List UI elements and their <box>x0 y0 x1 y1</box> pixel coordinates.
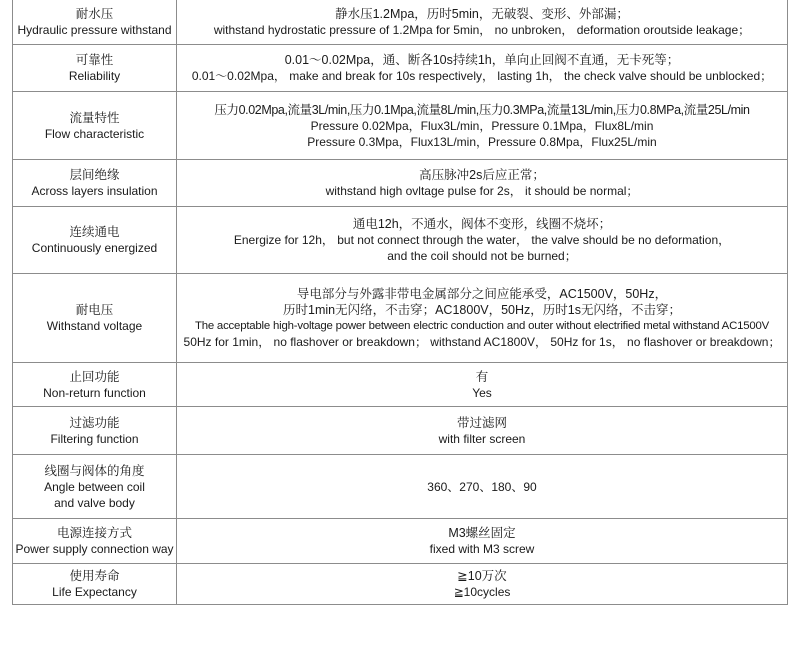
value-line: withstand hydrostatic pressure of 1.2Mpa for 5min， no unbroken， deformation oroutside leakage； <box>213 23 751 37</box>
row-label-en: Continuously energized <box>31 241 158 255</box>
value-line: 有 <box>475 369 489 384</box>
row-label-cell <box>13 92 177 160</box>
row-label-cell <box>13 455 177 519</box>
row-label-cn: 止回功能 <box>69 369 120 384</box>
value-line: 高压脉冲2s后应正常； <box>419 168 545 182</box>
table-row <box>13 363 788 407</box>
row-label-en: Non-return function <box>43 385 146 400</box>
value-line: 0.01～0.02Mpa，通、断各10s持续1h，单向止回阀不直通，无卡死等； <box>284 53 680 67</box>
row-label-cn: 层间绝缘 <box>69 168 120 182</box>
table-row <box>13 407 788 455</box>
row-value-cell <box>177 519 788 564</box>
value-line: 0.01～0.02Mpa， make and break for 10s respectively， lasting 1h， the check valve should be unblocked； <box>191 69 773 83</box>
row-label-en: Flow characteristic <box>44 126 145 141</box>
row-label-cn: 连续通电 <box>69 225 120 239</box>
row-label-cn: 耐电压 <box>75 303 114 317</box>
row-label-cell <box>13 207 177 274</box>
value-line: 通电12h，不通水，阀体不变形，线圈不烧坏； <box>352 217 612 231</box>
table-row <box>13 519 788 564</box>
row-label-en: Hydraulic pressure withstand <box>17 23 172 37</box>
value-line: withstand high ovltage pulse for 2s， it should be normal； <box>325 184 639 198</box>
value-line: The acceptable high-voltage power between electric conduction and outer without electrified metal withstand AC1500V <box>194 320 770 332</box>
row-label-cell <box>13 160 177 207</box>
row-label-cell <box>13 274 177 363</box>
table-row <box>13 45 788 92</box>
row-value-cell <box>177 455 788 519</box>
row-label-cell <box>13 45 177 92</box>
table-row <box>13 274 788 363</box>
row-value-cell <box>177 407 788 455</box>
row-value-cell <box>177 564 788 605</box>
row-label-en: Reliability <box>68 69 121 83</box>
row-value-cell <box>177 160 788 207</box>
table-row <box>13 207 788 274</box>
value-line: 360、270、180、90 <box>427 479 537 494</box>
row-label-en: Withstand voltage <box>46 319 143 333</box>
table-row <box>13 455 788 519</box>
value-line: 50Hz for 1min， no flashover or breakdown； withstand AC1800V， 50Hz for 1s， no flashover or breakdown； <box>183 335 781 349</box>
row-label-cn: 过滤功能 <box>69 415 120 430</box>
value-line: and the coil should not be burned； <box>387 249 577 263</box>
row-label-en: Angle between coil <box>44 479 145 494</box>
row-label-cell <box>13 407 177 455</box>
row-label-cell <box>13 0 177 45</box>
value-line: fixed with M3 screw <box>429 542 535 556</box>
value-line: with filter screen <box>438 431 526 446</box>
row-value-cell <box>177 45 788 92</box>
value-line: 压力0.02Mpa,流量3L/min,压力0.1Mpa,流量8L/min,压力0.3MPa,流量13L/min,压力0.8MPa,流量25L/min <box>214 102 750 117</box>
value-line: Pressure 0.02Mpa，Flux3L/min，Pressure 0.1Mpa，Flux8L/min <box>310 118 654 133</box>
value-line: ≧10万次 <box>457 569 507 583</box>
row-value-cell <box>177 274 788 363</box>
row-value-cell <box>177 0 788 45</box>
value-line: 导电部分与外露非带电金属部分之间应能承受，AC1500V，50Hz， <box>296 287 668 301</box>
row-label-en: Life Expectancy <box>52 585 137 599</box>
row-value-cell <box>177 92 788 160</box>
table-row <box>13 564 788 605</box>
row-label-en: Across layers insulation <box>31 184 158 198</box>
row-label-en-2: and valve body <box>54 495 135 510</box>
row-label-en: Filtering function <box>50 431 139 446</box>
row-label-cn: 流量特性 <box>69 110 120 125</box>
row-label-cell <box>13 519 177 564</box>
value-line: Pressure 0.3Mpa，Flux13L/min，Pressure 0.8Mpa，Flux25L/min <box>307 134 657 149</box>
value-line: ≧10cycles <box>453 585 511 599</box>
row-label-en: Power supply connection way <box>15 542 174 556</box>
value-line: Yes <box>472 385 492 400</box>
value-line: 带过滤网 <box>456 415 507 430</box>
value-line: M3螺丝固定 <box>448 526 516 540</box>
row-label-cell <box>13 564 177 605</box>
table-row <box>13 160 788 207</box>
value-line: 静水压1.2Mpa，历时5min，无破裂、变形、外部漏； <box>335 7 629 21</box>
value-line: Energize for 12h， but not connect through the water， the valve should be no deformation， <box>233 233 731 247</box>
row-value-cell <box>177 363 788 407</box>
row-value-cell <box>177 207 788 274</box>
table-row <box>13 92 788 160</box>
row-label-cn: 电源连接方式 <box>56 526 132 540</box>
value-line: 历时1min无闪络，不击穿；AC1800V，50Hz，历时1s无闪络，不击穿； <box>283 303 681 317</box>
row-label-cn: 可靠性 <box>75 53 114 67</box>
row-label-cn: 使用寿命 <box>69 569 120 583</box>
spec-table <box>12 0 788 605</box>
row-label-cn: 耐水压 <box>75 7 114 21</box>
row-label-cell <box>13 363 177 407</box>
row-label-cn: 线圈与阀体的角度 <box>44 463 145 478</box>
table-row <box>13 0 788 45</box>
